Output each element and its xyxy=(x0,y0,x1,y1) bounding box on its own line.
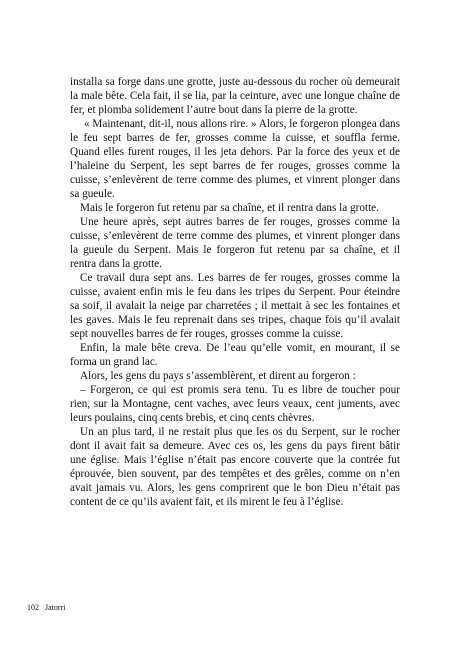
running-title: Jatorri xyxy=(45,603,66,612)
paragraph: « Maintenant, dit-il, nous allons rire. » Alors, le forgeron plongea dans le feu sept barres de fer, grosses comme la cuisse, et souffla ferme. Quand elles furent rouges, il les jeta dehors. Par la force des yeux et de l’haleine du Serpent, les sept barres de fer rouges, grosses comme la cuisse, s’enlevèrent de terre comme des plumes, et vinrent plonger dans sa gueule. xyxy=(70,118,400,200)
paragraph: Un an plus tard, il ne restait plus que les os du Serpent, sur le rocher dont il avait fait sa demeure. Avec ces os, les gens du pays firent bâtir une église. Mais l’église n’était pas encore couverte que la contrée fut éprouvée, bien souvent, par des tempêtes et des grêles, comme on n’en avait jamais vu. Alors, les gens comprirent que le bon Dieu n’était pas content de ce qu’ils avaient fait, et ils mirent le feu à l’église. xyxy=(70,426,400,508)
paragraph: Une heure après, sept autres barres de fer rouges, grosses comme la cuisse, s’enlevèrent de terre comme des plumes, et vinrent plonger dans la gueule du Serpent. Mais le forgeron fut retenu par sa chaîne, et il rentra dans la grotte. xyxy=(70,216,400,270)
paragraph: Alors, les gens du pays s’assemblèrent, et dirent au forgeron : xyxy=(80,370,356,382)
paragraph: installa sa forge dans une grotte, juste au-dessous du rocher où demeurait la male bête. Cela fait, il se lia, par la ceinture, avec une longue chaîne de fer, et plomba solidement l’autre bout dans la pierre de la grotte. xyxy=(70,76,400,116)
paragraph: Enfin, la male bête creva. De l’eau qu’elle vomit, en mourant, il se forma un grand lac. xyxy=(70,342,400,368)
paragraph: Ce travail dura sept ans. Les barres de fer rouges, grosses comme la cuisse, avaient enfin mis le feu dans les tripes du Serpent. Pour éteindre sa soif, il avalait la neige par charretées ; il mettait à sec les fontaines et les gaves. Mais le feu reprenait dans ses tripes, chaque fois qu’il avalait sept nouvelles barres de fer rouges, grosses comme la cuisse. xyxy=(70,272,400,340)
page-footer xyxy=(27,603,65,613)
page-number: 102 xyxy=(27,603,39,612)
body-text xyxy=(70,75,400,509)
paragraph: – Forgeron, ce qui est promis sera tenu. Tu es libre de toucher pour rien, sur la Montagne, cent vaches, avec leurs veaux, cent juments, avec leurs poulains, cinq cents brebis, et cinq cents chèvres. xyxy=(70,384,400,424)
paragraph: Mais le forgeron fut retenu par sa chaîne, et il rentra dans la grotte. xyxy=(80,202,379,214)
